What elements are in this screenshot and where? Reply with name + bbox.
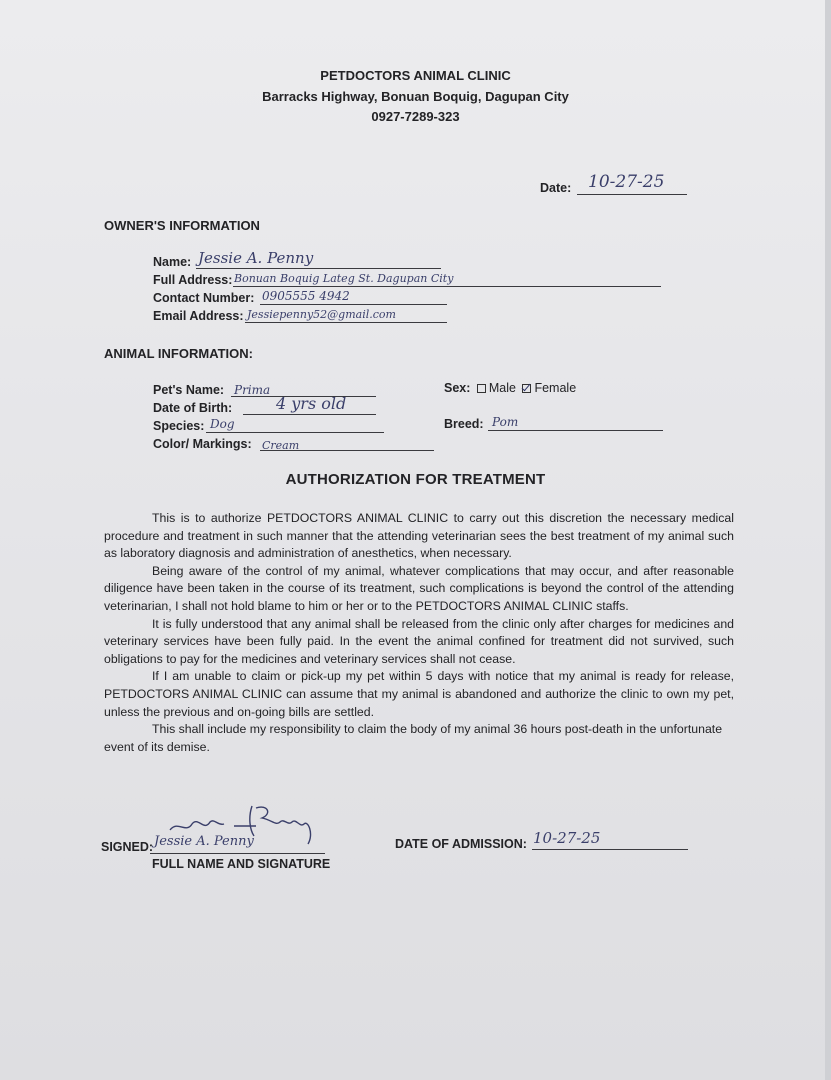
- dob-value: 4 yrs old: [276, 394, 347, 413]
- paper-edge: [825, 0, 831, 1080]
- owner-email-line: [245, 322, 447, 323]
- color-label: Color/ Markings:: [153, 437, 252, 451]
- owner-address-line: [233, 286, 661, 287]
- authorization-paragraph: This shall include my responsibility to claim the body of my animal 36 hours post-death in the unfortunate event of its demise.: [104, 722, 723, 754]
- owner-section-title: OWNER'S INFORMATION: [104, 218, 260, 233]
- owner-contact-value: 0905555 4942: [262, 289, 350, 303]
- owner-name-line: [196, 268, 441, 269]
- male-checkbox[interactable]: [477, 384, 486, 393]
- species-line: [206, 432, 384, 433]
- female-checkbox[interactable]: [522, 384, 531, 393]
- clinic-address: Barracks Highway, Bonuan Boquig, Dagupan City: [262, 89, 569, 104]
- owner-email-label: Email Address:: [153, 309, 244, 323]
- admission-line: [532, 849, 688, 850]
- owner-name-label: Name:: [153, 255, 192, 269]
- clinic-name: PETDOCTORS ANIMAL CLINIC: [320, 68, 511, 83]
- authorization-paragraph: It is fully understood that any animal shall be released from the clinic only after charges for medicines and veterinary services have been fully paid. In the event the animal confined for treatment did not survived, such obligations to pay for the medicines and veterinary services shall not cease.: [104, 616, 734, 666]
- owner-contact-label: Contact Number:: [153, 291, 255, 305]
- owner-address-label: Full Address:: [153, 273, 233, 287]
- pet-name-value: Prima: [234, 383, 271, 397]
- male-option-label: Male: [488, 381, 516, 395]
- signed-value: Jessie A. Penny: [154, 834, 254, 849]
- sex-field: [444, 381, 576, 395]
- authorization-body: [104, 510, 734, 756]
- owner-email-value: Jessiepenny52@gmail.com: [247, 308, 396, 321]
- admission-value: 10-27-25: [533, 829, 601, 847]
- species-value: Dog: [210, 417, 235, 431]
- clinic-phone: 0927-7289-323: [371, 109, 460, 124]
- owner-name-value: Jessie A. Penny: [198, 249, 314, 267]
- date-value: 10-27-25: [588, 172, 665, 192]
- pet-name-label: Pet's Name:: [153, 383, 225, 397]
- dob-line: [243, 414, 376, 415]
- date-label: Date:: [540, 181, 572, 195]
- date-line: [577, 194, 687, 195]
- authorization-paragraph: Being aware of the control of my animal, whatever complications that may occur, and after reasonable diligence have been taken in the course of its treatment, such complications is beyond the control of the attending veterinarian, I shall not hold blame to him or her or to the PETDOCTORS ANIMAL CLINIC staffs.: [104, 563, 734, 613]
- owner-contact-line: [260, 304, 447, 305]
- breed-line: [488, 430, 663, 431]
- dob-label: Date of Birth:: [153, 401, 233, 415]
- breed-label: Breed:: [444, 417, 484, 431]
- signature-caption: FULL NAME AND SIGNATURE: [152, 857, 331, 871]
- signed-line: [150, 853, 325, 854]
- authorization-paragraph: This is to authorize PETDOCTORS ANIMAL CLINIC to carry out this discretion the necessary medical procedure and treatment in such manner that the attending veterinarian sees the best treatment of my animal such as laboratory diagnosis and administration of anesthetics, when necessary.: [104, 511, 734, 561]
- female-option-label: Female: [534, 381, 577, 395]
- color-value: Cream: [262, 439, 300, 452]
- signed-label: SIGNED:: [101, 840, 154, 854]
- authorization-title: AUTHORIZATION FOR TREATMENT: [285, 471, 546, 488]
- breed-value: Pom: [492, 415, 519, 429]
- owner-address-value: Bonuan Boquig Lateg St. Dagupan City: [234, 272, 454, 285]
- sex-label: Sex:: [444, 381, 471, 395]
- animal-section-title: ANIMAL INFORMATION:: [104, 346, 253, 361]
- admission-label: DATE OF ADMISSION:: [395, 837, 527, 851]
- authorization-paragraph: If I am unable to claim or pick-up my pet within 5 days with notice that my animal is ready for release, PETDOCTORS ANIMAL CLINIC can assume that my animal is abandoned and authorize the clinic to own my pet, unless the previous and on-going bills are settled.: [104, 669, 734, 719]
- species-label: Species:: [153, 419, 205, 433]
